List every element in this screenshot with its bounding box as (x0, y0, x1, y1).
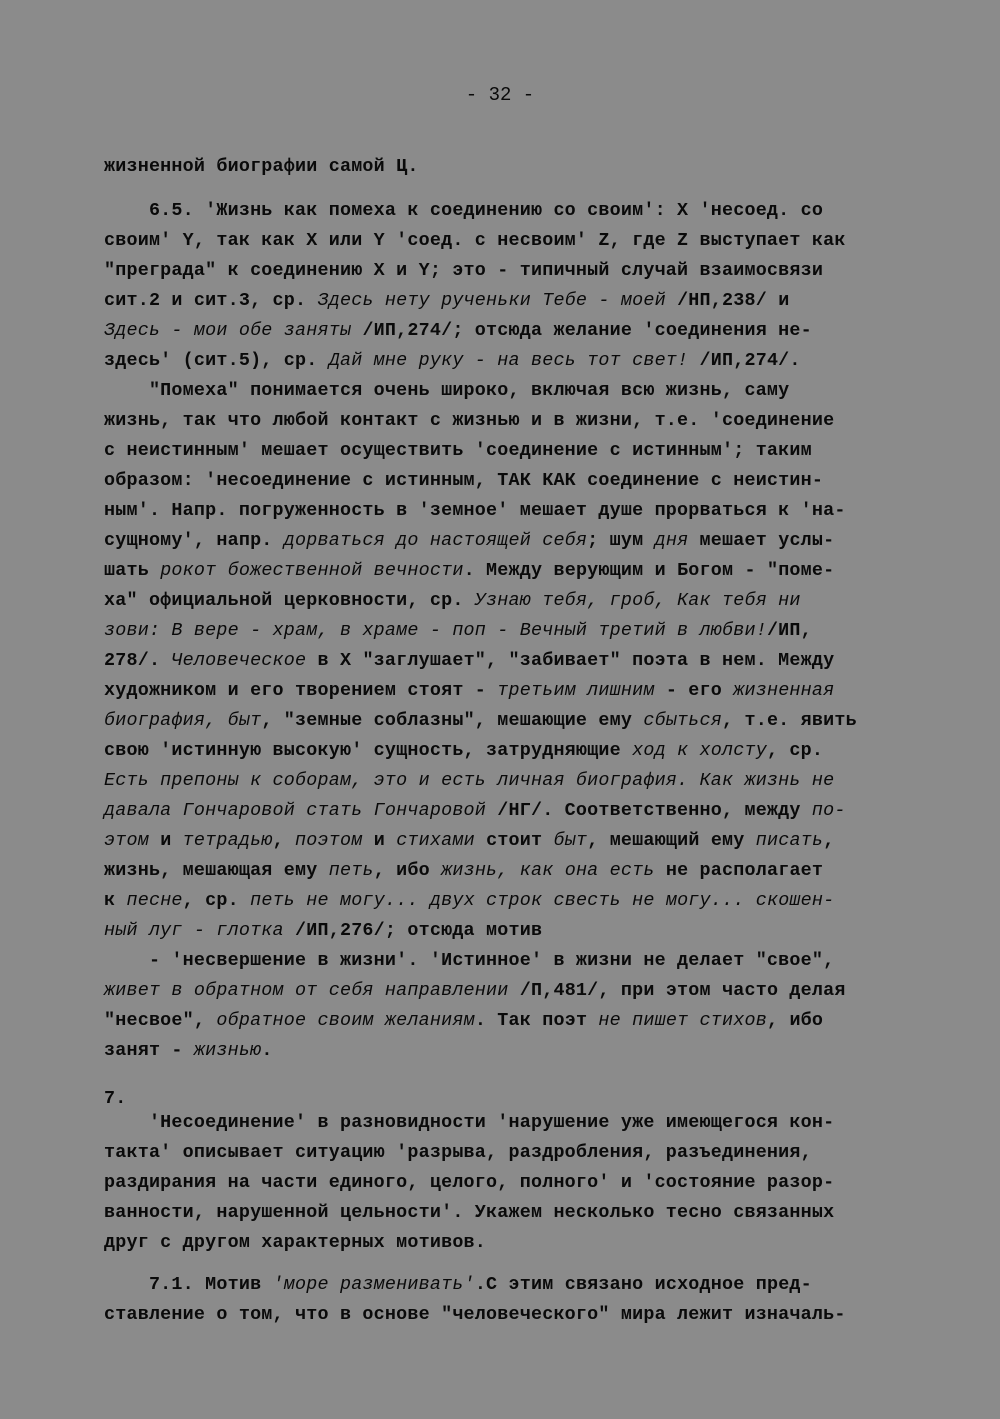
text-line (104, 1198, 834, 1228)
text-segment: мешает услы- (688, 530, 835, 551)
italic-text: писать (755, 830, 824, 851)
text-segment: , ибо (766, 1010, 824, 1031)
text-segment: /ИП,274/; отсюда желание 'соединения не- (351, 320, 812, 341)
italic-text: поэтом (295, 830, 363, 851)
text-segment: к (104, 890, 127, 911)
text-segment: - 'несвершение в жизни'. 'Истинное' в жизни не делает "свое", (104, 950, 835, 971)
text-line (104, 436, 812, 466)
italic-text: быт (553, 830, 588, 851)
text-segment: художником и его творением стоят - (104, 680, 498, 701)
text-segment: жизнь, мешающая ему (104, 860, 329, 881)
text-line (104, 196, 823, 226)
text-segment: шать (104, 560, 161, 581)
text-line (104, 152, 419, 182)
text-segment: "преграда" к соединению X и Y; это - типичный случай взаимосвязи (104, 260, 824, 281)
text-segment: ставление о том, что в основе "человеческого" мира лежит изначаль- (104, 1304, 846, 1325)
italic-text: рокот божественной вечности (160, 560, 464, 581)
text-line (104, 1138, 812, 1168)
text-line (104, 406, 834, 436)
text-line (104, 556, 834, 586)
text-line (104, 286, 789, 316)
text-segment: /ИП,274/. (688, 350, 801, 371)
text-segment: . Так поэт (474, 1010, 599, 1031)
text-segment: /П,481/, при этом часто делая (508, 980, 846, 1001)
text-segment: .С этим связано исходное пред- (474, 1274, 812, 1295)
text-segment: , ибо (373, 860, 442, 881)
italic-text: этом (104, 830, 149, 851)
text-segment: /ИП, (766, 620, 812, 641)
text-segment: стоит (474, 830, 554, 851)
text-segment: друг с другом характерных мотивов. (104, 1232, 487, 1253)
text-line (104, 706, 857, 736)
text-segment: 278/. (104, 650, 172, 671)
text-line (104, 796, 846, 826)
text-segment: /НГ/. Соответственно, между (486, 800, 812, 821)
italic-text: живет в обратном от себя направлении (104, 980, 509, 1001)
text-segment: сущному', напр. (104, 530, 284, 551)
text-line (104, 1300, 846, 1330)
text-line (104, 886, 834, 916)
italic-text: ный луг - глотка (104, 920, 284, 941)
text-line (104, 676, 834, 706)
italic-text: давала Гончаровой стать Гончаровой (104, 800, 487, 821)
text-segment: /ИП,276/; отсюда мотив (283, 920, 543, 941)
italic-text: по- (811, 800, 846, 821)
text-segment: жизнь, так что любой контакт с жизнью и в жизни, т.е. 'соединение (104, 410, 835, 431)
text-segment: и (362, 830, 397, 851)
page-number: - 32 - (465, 84, 535, 106)
italic-text: Здесь - мои обе заняты (104, 320, 352, 341)
text-segment: 6.5. 'Жизнь как помеха к соединению со своим': X 'несоед. со (104, 200, 824, 221)
text-segment: , "земные соблазны", мешающие ему (261, 710, 644, 731)
text-line (104, 586, 801, 616)
text-segment: - его (654, 680, 734, 701)
text-line (104, 1006, 823, 1036)
text-segment: сит.2 и сит.3, ср. (104, 290, 318, 311)
italic-text: сбыться (643, 710, 722, 731)
italic-text: ход к холсту (632, 740, 767, 761)
italic-text: дорваться до настоящей себя (283, 530, 588, 551)
text-segment: занят - (104, 1040, 194, 1061)
italic-text: песне (126, 890, 183, 911)
text-segment: ванности, нарушенной цельности'. Укажем несколько тесно связанных (104, 1202, 835, 1223)
italic-text: дня (654, 530, 689, 551)
text-line (104, 826, 834, 856)
italic-text: обратное своим желаниям (216, 1010, 475, 1031)
italic-text: тетрадью (182, 830, 273, 851)
italic-text: жизнь, как она есть (441, 860, 655, 881)
italic-text: Дай мне руку - на весь тот свет! (328, 350, 689, 371)
italic-text: Здесь нету рученьки Тебе - моей (317, 290, 666, 311)
text-line (104, 496, 846, 526)
text-line (104, 976, 846, 1006)
text-segment: своим' Y, так как X или Y 'соед. с несвоим' Z, где Z выступает как (104, 230, 846, 251)
italic-text: Есть препоны к соборам, это и есть личная биография. Как жизнь не (104, 770, 835, 791)
text-line (104, 736, 823, 766)
italic-text: жизненная (733, 680, 835, 701)
text-segment: , ср. (766, 740, 824, 761)
text-segment: с неистинным' мешает осуществить 'соединение с истинным'; таким (104, 440, 812, 461)
text-segment: 7.1. Мотив (104, 1274, 273, 1295)
text-line (104, 226, 846, 256)
text-segment: в X "заглушает", "забивает" поэта в нем. Между (306, 650, 835, 671)
text-segment: , (272, 830, 296, 851)
text-segment: ным'. Напр. погруженность в 'земное' мешает душе прорваться к 'на- (104, 500, 846, 521)
text-segment: , ср. (182, 890, 251, 911)
italic-text: зови: В вере - храм, в храме - поп - Вечный третий в любви! (104, 620, 767, 641)
text-segment: . (261, 1040, 273, 1061)
text-segment: свою 'истинную высокую' сущность, затрудняющие (104, 740, 633, 761)
text-segment: . Между верующим и Богом - "поме- (463, 560, 835, 581)
text-segment: "Помеха" понимается очень широко, включая всю жизнь, саму (104, 380, 790, 401)
italic-text: петь не могу... двух строк свесть не могу... скошен- (250, 890, 835, 911)
italic-text: биография, быт (104, 710, 262, 731)
text-segment: не располагает (654, 860, 824, 881)
italic-text: стихами (396, 830, 475, 851)
text-line (104, 946, 834, 976)
italic-text: 'море разменивать' (272, 1274, 475, 1295)
italic-text: жизнью (193, 1040, 262, 1061)
text-segment: образом: 'несоединение с истинным, ТАК КАК соединение с неистин- (104, 470, 824, 491)
text-line (104, 916, 542, 946)
text-line (104, 316, 812, 346)
text-line (104, 1228, 486, 1258)
text-segment: "несвое", (104, 1010, 217, 1031)
italic-text: не пишет стихов (598, 1010, 767, 1031)
text-segment: ; шум (587, 530, 655, 551)
text-line (104, 256, 823, 286)
text-line (104, 766, 834, 796)
italic-text: Узнаю тебя, гроб, Как тебя ни (474, 590, 801, 611)
text-segment: здесь' (сит.5), ср. (104, 350, 329, 371)
text-segment: 'Несоединение' в разновидности 'нарушение уже имеющегося кон- (104, 1112, 835, 1133)
text-line (104, 376, 789, 406)
italic-text: петь (328, 860, 374, 881)
text-segment: ха" официальной церковности, ср. (104, 590, 475, 611)
text-segment: жизненной биографии самой Ц. (104, 156, 419, 177)
text-segment: такта' описывает ситуацию 'разрыва, раздробления, разъединения, (104, 1142, 812, 1163)
italic-text: Человеческое (171, 650, 307, 671)
text-line (104, 1168, 834, 1198)
text-line (104, 1108, 834, 1138)
text-segment: , т.е. явить (722, 710, 857, 731)
text-segment: и (148, 830, 183, 851)
text-segment: /НП,238/ и (665, 290, 790, 311)
text-line (104, 646, 834, 676)
text-segment: 7. (104, 1088, 127, 1109)
text-line (104, 526, 834, 556)
italic-text: третьим лишним (497, 680, 655, 701)
text-line (104, 1036, 273, 1066)
text-segment: , мешающий ему (587, 830, 756, 851)
text-line (104, 1270, 812, 1300)
text-segment: раздирания на части единого, целого, полного' и 'состояние разор- (104, 1172, 835, 1193)
text-line (104, 616, 812, 646)
text-line (104, 466, 823, 496)
text-line (104, 856, 823, 886)
text-line (104, 346, 801, 376)
text-segment: , (823, 830, 835, 851)
